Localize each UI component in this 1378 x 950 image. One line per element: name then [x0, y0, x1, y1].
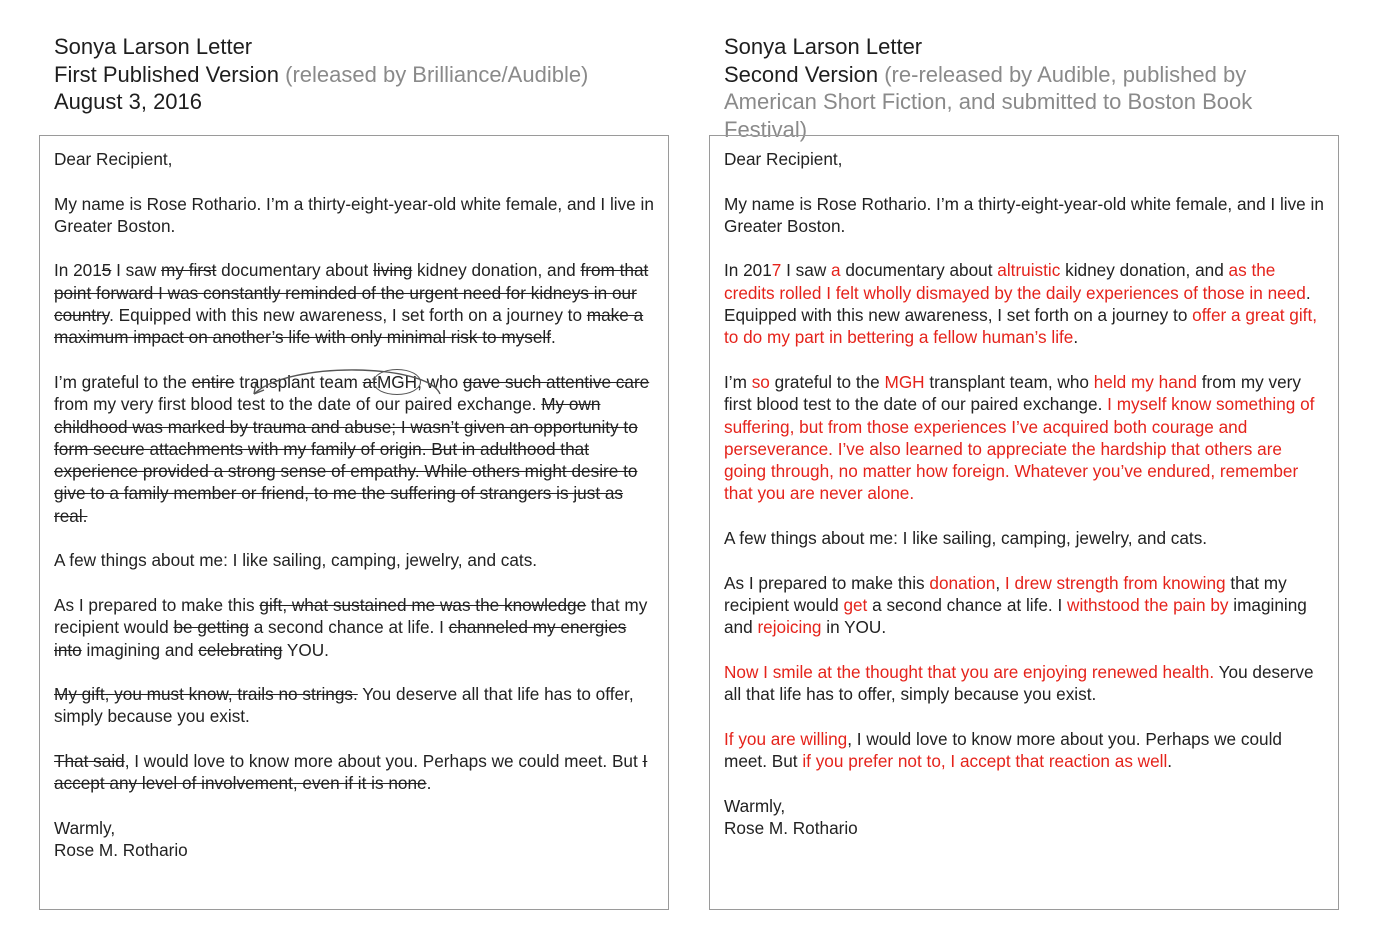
strikethrough-edit: entire	[191, 371, 235, 392]
strikethrough-edit: channeled my energies into	[54, 617, 627, 660]
strikethrough-edit: That said	[54, 751, 125, 772]
right-paragraph-6: Now I smile at the thought that you are enjoying renewed health. You deserve all that life has to offer, simply because you exist.	[724, 661, 1314, 705]
left-signature: Rose M. Rothario	[54, 840, 188, 861]
left-salutation: Dear Recipient,	[54, 149, 173, 169]
circled-mgh: MGH	[377, 371, 417, 393]
revised-text: donation	[929, 572, 996, 593]
revised-text: 7	[771, 260, 782, 281]
left-paragraph-6: My gift, you must know, trails no strings. You deserve all that life has to offer, simply because you exist.	[54, 684, 634, 727]
strikethrough-edit: make a maximum impact on another’s life with only minimal risk to myself	[54, 305, 644, 348]
revised-text: rejoicing	[757, 617, 822, 638]
left-header-version: First Published Version (released by Brilliance/Audible)	[54, 61, 589, 87]
strikethrough-edit: be getting	[173, 617, 249, 638]
move-arrow-icon	[240, 362, 460, 412]
right-signature: Rose M. Rothario	[724, 817, 858, 838]
right-header-version: Second Version (re-released by Audible, published by American Short Fiction, and submitted to Boston Book Festival)	[724, 61, 1253, 142]
left-paragraph-1: My name is Rose Rothario. I’m a thirty-eight-year-old white female, and I live in Greater Boston.	[54, 193, 654, 236]
revised-text: Now I smile at the thought that you are enjoying renewed health.	[724, 661, 1215, 682]
left-paragraph-4: A few things about me: I like sailing, camping, jewelry, and cats.	[54, 550, 538, 571]
strikethrough-edit: My own childhood was marked by trauma and abuse; I wasn’t given an opportunity to form secure attachments with my family of origin. But in adulthood that experience provided a strong sense of empathy. While others might desire to give to a family member or friend, to me the suffering of strangers is just as real.	[54, 394, 638, 526]
right-closing: Warmly,	[724, 795, 786, 816]
left-paragraph-5: As I prepared to make this gift, what sustained me was the knowledge that my recipient would be getting a second chance at life. I channeled my energies into imagining and celebrating YOU.	[54, 594, 648, 660]
left-header-title: Sonya Larson Letter	[54, 34, 253, 59]
strikethrough-edit: celebrating	[198, 639, 283, 660]
revised-text: altruistic	[997, 260, 1061, 281]
revised-text: I myself know something of suffering, but from those experiences I’ve acquired both courage and perseverance. I’ve also learned to appreciate the hardship that others are going through, no matter how foreign. Whatever you’ve endured, remember that you are never alone.	[724, 394, 1315, 504]
strikethrough-edit: at	[362, 371, 377, 392]
strikethrough-edit: gift, what sustained me was the knowledge	[259, 594, 587, 615]
right-paragraph-2: In 2017 I saw a documentary about altruistic kidney donation, and as the credits rolled I felt wholly dismayed by the daily experiences of those in need. Equipped with this new awareness, I set forth on a journey to offer a great gift, to do my part in bettering a fellow human’s life.	[724, 260, 1318, 348]
revised-text: get	[843, 594, 868, 615]
revised-text: held my hand	[1093, 371, 1197, 392]
right-header-title: Sonya Larson Letter	[724, 34, 923, 59]
left-header-date: August 3, 2016	[54, 89, 203, 114]
revised-text: a	[831, 260, 841, 281]
left-paragraph-2: In 2015 I saw my first documentary about living kidney donation, and from that point forward I was constantly reminded of the urgent need for kidneys in our country. Equipped with this new awareness, I set forth on a journey to make a maximum impact on another’s life with only minimal risk to myself.	[54, 260, 649, 348]
left-header	[54, 33, 654, 116]
right-header-note: (re-released by Audible, published by American Short Fiction, and submitted to Boston Book Festival)	[724, 61, 1253, 142]
right-paragraph-7: If you are willing, I would love to know more about you. Perhaps we could meet. But if you prefer not to, I accept that reaction as well.	[724, 728, 1282, 772]
right-paragraph-5: As I prepared to make this donation, I drew strength from knowing that my recipient would get a second chance at life. I withstood the pain by imagining and rejoicing in YOU.	[724, 572, 1307, 638]
revised-text: if you prefer not to, I accept that reaction as well	[802, 751, 1168, 772]
right-paragraph-3: I’m so grateful to the MGH transplant team, who held my hand from my very first blood test to the date of our paired exchange. I myself know something of suffering, but from those experiences I’ve acquired both courage and perseverance. I’ve also learned to appreciate the hardship that others are going through, no matter how foreign. Whatever you’ve endured, remember that you are never alone.	[724, 371, 1315, 504]
strikethrough-edit: 5	[101, 260, 112, 281]
left-paragraph-3: I’m grateful to the entire transplant team at MGH, who gave such attentive care from my very first blood test to the date of our paired exchange. My own childhood was marked by trauma and abuse; I wasn’t given an opportunity to form secure attachments with my family of origin. But in adulthood that experience provided a strong sense of empathy. While others might desire to give to a family member or friend, to me the suffering of strangers is just as real.	[54, 371, 654, 527]
right-letter-box	[709, 135, 1339, 910]
strikethrough-edit: from that point forward I was constantly reminded of the urgent need for kidneys in our country	[54, 260, 649, 326]
right-header	[724, 33, 1334, 143]
revised-text: I drew strength from knowing	[1004, 572, 1226, 593]
revised-text: MGH	[884, 371, 925, 392]
strikethrough-edit: My gift, you must know, trails no strings.	[54, 684, 358, 705]
revised-text: withstood the pain by	[1067, 594, 1229, 615]
strikethrough-edit: I accept any level of involvement, even if it is none	[54, 751, 648, 794]
right-paragraph-1: My name is Rose Rothario. I’m a thirty-eight-year-old white female, and I live in Greater Boston.	[724, 193, 1324, 236]
revised-text: as the credits rolled I felt wholly dismayed by the daily experiences of those in need	[724, 260, 1306, 303]
revised-text: If you are willing	[724, 728, 848, 749]
strikethrough-edit: my first	[161, 260, 217, 281]
strikethrough-edit: living	[373, 260, 413, 281]
right-salutation: Dear Recipient,	[724, 149, 843, 169]
left-paragraph-7: That said, I would love to know more about you. Perhaps we could meet. But I accept any level of involvement, even if it is none.	[54, 751, 648, 794]
right-paragraph-4: A few things about me: I like sailing, camping, jewelry, and cats.	[724, 528, 1208, 549]
left-closing: Warmly,	[54, 817, 116, 838]
left-letter-box	[39, 135, 669, 910]
strikethrough-edit: gave such attentive care	[462, 371, 650, 392]
revised-text: offer a great gift, to do my part in bettering a fellow human’s life	[724, 305, 1318, 348]
revised-text: so	[751, 371, 770, 392]
left-header-note: (released by Brilliance/Audible)	[285, 61, 589, 87]
